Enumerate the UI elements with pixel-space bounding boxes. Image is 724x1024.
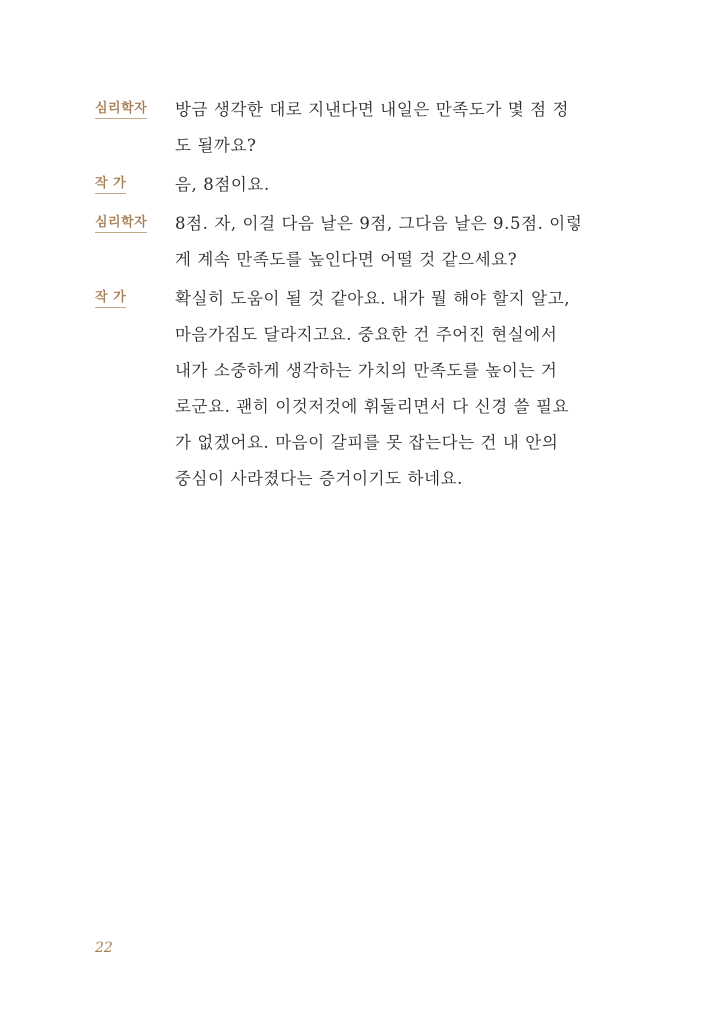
speech-line: 가 없겠어요. 마음이 갈피를 못 잡는다는 건 내 안의 xyxy=(175,433,559,452)
dialogue-turn xyxy=(95,206,583,278)
speaker-label: 심리학자 xyxy=(95,92,175,128)
speech-line: 도 될까요? xyxy=(175,136,257,155)
speech-line: 마음가짐도 달라지고요. 중요한 건 주어진 현실에서 xyxy=(175,325,558,344)
speech-text xyxy=(175,92,575,164)
speech-line: 중심이 사라졌다는 증거이기도 하네요. xyxy=(175,469,464,488)
dialogue-turn xyxy=(95,92,575,164)
dialogue xyxy=(95,92,583,500)
speech-line: 확실히 도움이 될 것 같아요. 내가 뭘 해야 할지 알고, xyxy=(175,289,571,308)
speaker-label: 작 가 xyxy=(95,281,175,317)
speech-text xyxy=(175,206,582,278)
page-number: 22 xyxy=(95,940,113,956)
speech-line: 음, 8점이요. xyxy=(175,175,270,194)
speech-line: 게 계속 만족도를 높인다면 어떨 것 같으세요? xyxy=(175,250,518,269)
speech-line: 로군요. 괜히 이것저것에 휘둘리면서 다 신경 쓸 필요 xyxy=(175,397,570,416)
speech-line: 내가 소중하게 생각하는 가치의 만족도를 높이는 거 xyxy=(175,361,558,380)
speaker-label: 작 가 xyxy=(95,167,175,203)
speech-line: 방금 생각한 대로 지낸다면 내일은 만족도가 몇 점 정 xyxy=(175,100,570,119)
dialogue-turn xyxy=(95,281,575,497)
speech-text xyxy=(175,281,575,497)
speech-line: 8점. 자, 이걸 다음 날은 9점, 그다음 날은 9.5점. 이렇 xyxy=(175,214,583,233)
speech-text xyxy=(175,167,575,203)
dialogue-turn xyxy=(95,167,575,203)
speaker-label: 심리학자 xyxy=(95,206,175,242)
